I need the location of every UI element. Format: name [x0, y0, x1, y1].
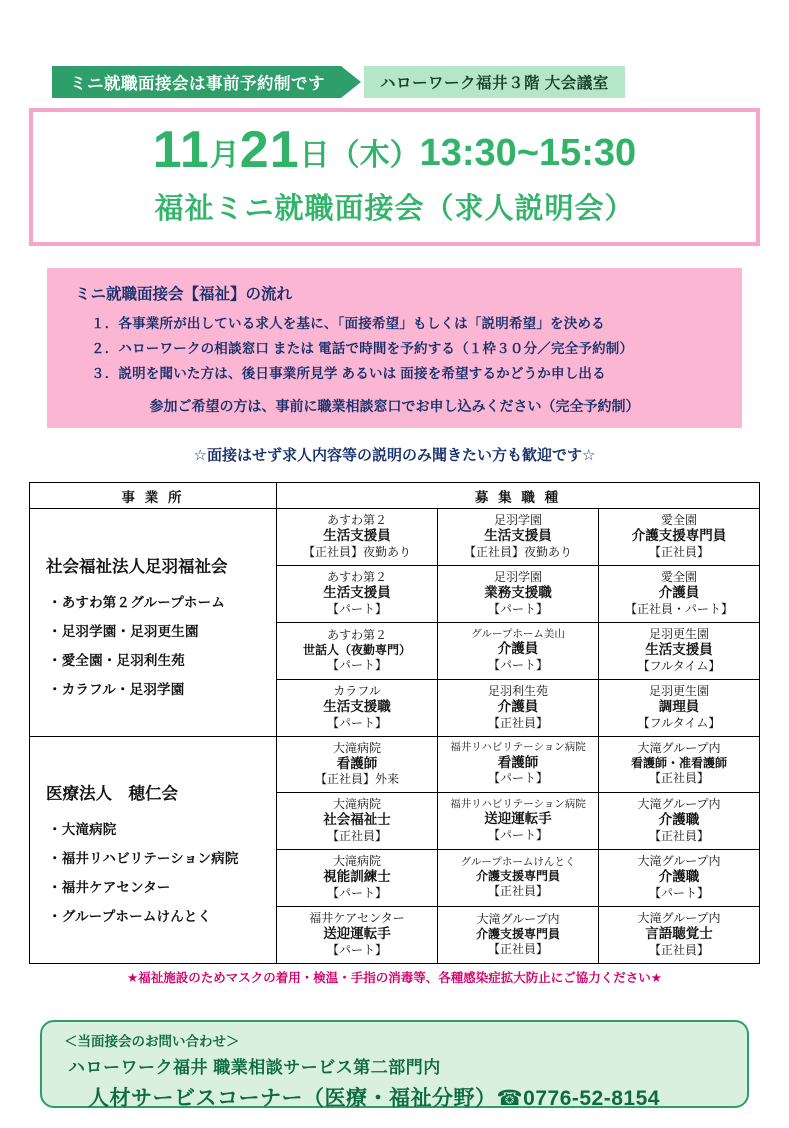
- job-title: 介護職: [658, 812, 700, 828]
- job-title: 送迎運転手: [323, 926, 391, 942]
- job-cell: [599, 850, 760, 907]
- job-condition: 【パート】: [326, 601, 387, 616]
- office-name: 医療法人 穂仁会: [46, 785, 178, 804]
- job-title: 看護師: [497, 754, 539, 770]
- job-title: 業務支援職: [484, 584, 552, 600]
- event-time: 13:30~15:30: [419, 132, 637, 174]
- job-title: 生活支援員: [645, 641, 713, 657]
- job-place: 福井リハビリテーション病院: [450, 798, 586, 811]
- jobs-table: [29, 482, 760, 964]
- office-sub: ・福井リハビリテーション病院: [48, 851, 239, 867]
- flow-reservation-note: 参加ご希望の方は、事前に職業相談窓口でお申し込みください（完全予約制）: [149, 398, 640, 414]
- job-condition: 【正社員】: [649, 829, 710, 844]
- office-sub: ・福井ケアセンター: [48, 880, 171, 896]
- job-place: 足羽更生園: [649, 683, 710, 698]
- jobs-table-wrap: [29, 482, 760, 964]
- job-cell: [277, 736, 438, 793]
- job-condition: 【正社員】外来: [314, 772, 399, 787]
- job-place: 足羽更生園: [649, 626, 710, 641]
- job-cell: [277, 622, 438, 679]
- office-sub: ・あすわ第２グループホーム: [48, 594, 226, 610]
- job-cell: [277, 565, 438, 622]
- job-condition: 【正社員】: [649, 943, 710, 957]
- job-condition: 【パート】: [326, 715, 387, 730]
- office-cell: [30, 736, 277, 964]
- ribbon-left-text: ミニ就職面接会は事前予約制です: [52, 66, 341, 98]
- job-cell: [599, 679, 760, 736]
- job-condition: 【パート】: [487, 828, 548, 843]
- job-cell: [599, 565, 760, 622]
- event-day-unit: 日: [299, 139, 330, 172]
- job-title: 生活支援員: [323, 528, 391, 543]
- job-condition: 【正社員】: [649, 771, 710, 786]
- job-condition: 【パート】: [649, 886, 710, 901]
- job-condition: 【パート】: [487, 771, 548, 786]
- job-condition: 【パート】: [487, 657, 548, 672]
- event-month: 11: [152, 121, 210, 179]
- job-place: 大滝病院: [332, 797, 381, 812]
- job-title: 介護員: [497, 698, 539, 714]
- job-condition: 【正社員】: [649, 544, 710, 559]
- job-place: 大滝グループ内: [637, 854, 721, 869]
- office-cell: [30, 509, 277, 737]
- job-condition: 【正社員】: [487, 884, 548, 899]
- job-condition: 【フルタイム】: [637, 658, 721, 673]
- job-title: 送迎運転手: [484, 811, 552, 827]
- job-cell: [599, 793, 760, 850]
- job-cell: [277, 793, 438, 850]
- flow-item: ３．説明を聞いた方は、後日事業所見学 あるいは 面接を希望するかどうか申し出る: [91, 366, 606, 381]
- job-cell: [438, 736, 599, 793]
- event-day: 21: [239, 121, 300, 179]
- office-sub: ・グループホームけんとく: [48, 909, 212, 925]
- event-title-box: [29, 108, 760, 246]
- office-sub: ・カラフル・足羽学園: [48, 681, 185, 697]
- job-title: 介護職: [658, 869, 700, 885]
- job-title: 言語聴覚士: [645, 926, 713, 942]
- job-condition: 【パート】: [487, 601, 548, 616]
- event-weekday: （木）: [329, 139, 420, 172]
- flow-item: １．各事業所が出している求人を基に、「面接希望」もしくは「説明希望」を決める: [91, 316, 605, 331]
- job-condition: 【正社員・パート】: [625, 601, 734, 616]
- job-place: 大滝グループ内: [637, 741, 721, 756]
- contact-office: ハローワーク福井 職業相談サービス第二部門内: [68, 1058, 441, 1077]
- job-title: 介護員: [497, 640, 539, 656]
- job-cell: [438, 850, 599, 907]
- table-header-row: [30, 483, 760, 509]
- job-place: 福井ケアセンター: [309, 911, 405, 926]
- contact-heading: ＜当面接会のお問い合わせ＞: [64, 1034, 240, 1049]
- job-place: 大滝病院: [332, 740, 381, 755]
- job-place: 大滝グループ内: [476, 912, 560, 927]
- office-name: 社会福祉法人足羽福祉会: [46, 557, 228, 576]
- event-month-unit: 月: [209, 139, 240, 172]
- event-subtitle: 福祉ミニ就職面接会（求人説明会）: [154, 193, 635, 225]
- welcome-note: ☆面接はせず求人内容等の説明のみ聞きたい方も歓迎です☆: [193, 447, 596, 464]
- job-cell: [438, 793, 599, 850]
- contact-box: [40, 1020, 749, 1108]
- office-sub: ・足羽学園・足羽更生園: [48, 623, 199, 639]
- job-place: カラフル: [333, 683, 381, 698]
- flow-box: [47, 268, 742, 428]
- contact-phone: 人材サービスコーナー（医療・福祉分野）☎0776-52-8154: [88, 1087, 660, 1110]
- job-condition: 【パート】: [326, 657, 387, 672]
- job-place: 大滝グループ内: [637, 911, 721, 926]
- job-place: 愛全園: [661, 569, 698, 584]
- job-condition: 【正社員】: [487, 942, 548, 957]
- job-title: 世話人（夜勤専門）: [302, 642, 411, 657]
- job-place: あすわ第２: [326, 513, 387, 527]
- job-condition: 【パート】: [326, 943, 387, 957]
- job-title: 看護師: [336, 755, 378, 771]
- job-condition: 【正社員】: [326, 829, 387, 844]
- header-ribbon: [52, 66, 625, 98]
- job-title: 視能訓練士: [323, 869, 391, 885]
- job-place: 愛全園: [661, 513, 698, 527]
- job-condition: 【フルタイム】: [637, 715, 721, 730]
- job-place: 足羽利生苑: [487, 683, 548, 698]
- job-cell: [438, 907, 599, 964]
- table-row: [30, 509, 760, 566]
- job-cell: [277, 850, 438, 907]
- job-title: 介護員: [658, 584, 700, 600]
- table-row: [30, 736, 760, 793]
- job-cell: [277, 907, 438, 964]
- infection-prevention-note: ★福祉施設のためマスクの着用・検温・手指の消毒等、各種感染症拡大防止にご協力ください★: [127, 971, 662, 985]
- job-place: グループホームけんとく: [460, 856, 576, 869]
- job-condition: 【パート】: [326, 886, 387, 901]
- job-title: 調理員: [658, 698, 700, 714]
- job-cell: [277, 679, 438, 736]
- col-header-jobs: 募 集 職 種: [277, 483, 760, 509]
- job-cell: [438, 509, 599, 566]
- office-sub: ・大滝病院: [48, 822, 117, 838]
- job-title: 介護支援専門員: [475, 927, 560, 942]
- event-date-line: [43, 118, 746, 179]
- job-title: 介護支援専門員: [475, 869, 560, 884]
- job-cell: [599, 736, 760, 793]
- job-title: 社会福祉士: [323, 812, 391, 828]
- job-cell: [438, 622, 599, 679]
- ribbon-venue-text: ハローワーク福井３階 大会議室: [364, 66, 625, 98]
- job-place: グループホーム美山: [471, 627, 565, 640]
- job-condition: 【正社員】夜勤あり: [302, 544, 411, 559]
- job-place: あすわ第２: [326, 569, 387, 584]
- job-condition: 【正社員】夜勤あり: [463, 544, 572, 559]
- job-cell: [599, 907, 760, 964]
- job-title: 看護師・准看護師: [631, 756, 728, 771]
- job-title: 介護支援専門員: [631, 528, 727, 543]
- job-cell: [599, 509, 760, 566]
- job-place: 足羽学園: [493, 513, 542, 527]
- job-place: 福井リハビリテーション病院: [450, 741, 586, 754]
- job-place: あすわ第２: [326, 627, 387, 642]
- job-place: 足羽学園: [493, 569, 542, 584]
- job-title: 生活支援員: [323, 584, 391, 600]
- job-cell: [438, 679, 599, 736]
- flow-heading: ミニ就職面接会【福祉】の流れ: [75, 286, 293, 303]
- job-cell: [599, 622, 760, 679]
- arrow-right-icon: [341, 66, 361, 98]
- job-place: 大滝病院: [332, 854, 381, 869]
- job-condition: 【正社員】: [487, 715, 548, 730]
- job-title: 生活支援員: [484, 528, 552, 543]
- job-cell: [277, 509, 438, 566]
- office-sub: ・愛全園・足羽利生苑: [48, 652, 185, 668]
- flow-item: ２．ハローワークの相談窓口 または 電話で時間を予約する（１枠３０分／完全予約制）: [91, 341, 634, 356]
- job-place: 大滝グループ内: [637, 797, 721, 812]
- col-header-office: 事 業 所: [30, 483, 277, 509]
- job-cell: [438, 565, 599, 622]
- job-title: 生活支援職: [323, 698, 391, 714]
